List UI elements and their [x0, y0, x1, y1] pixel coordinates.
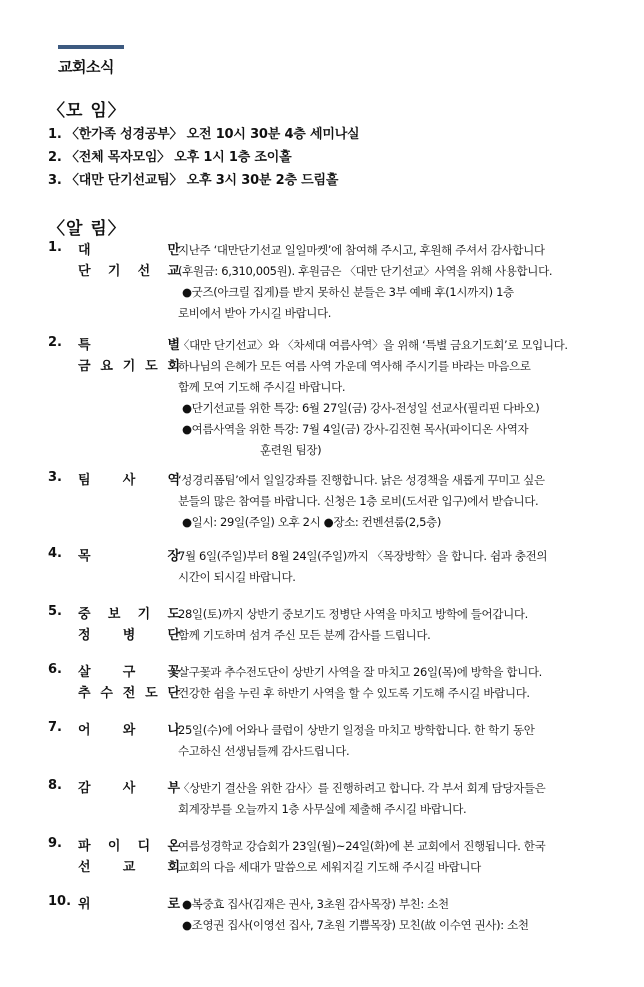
- notice-label-char: 단: [78, 264, 91, 279]
- notice-body: [178, 335, 603, 461]
- notice-label-char: 사: [122, 473, 136, 488]
- notice-label-line: [78, 546, 180, 567]
- notice-label-char: 기: [107, 264, 121, 279]
- notice-line: 〈대만 단기선교〉와 〈차세대 여름사역〉을 위해 ‘특별 금요기도회’로 모입니다.: [178, 338, 568, 352]
- notice-label-char: 회: [167, 860, 180, 875]
- notice-label-char: 선: [78, 860, 91, 875]
- notice-label-char: 이: [107, 839, 121, 854]
- notice-line: 살구꽃과 추수전도단이 상반기 사역을 잘 마치고 26일(목)에 방학을 합니다.: [178, 665, 542, 679]
- header-accent-bar: [58, 45, 124, 49]
- notice-line: 〈상반기 결산을 위한 감사〉를 진행하려고 합니다. 각 부서 회계 담당자들은: [178, 781, 546, 795]
- notice-label-char: 도: [145, 359, 158, 374]
- notice-label-char: 보: [107, 607, 121, 622]
- notice-label-line: [78, 261, 180, 282]
- notice-body: [178, 720, 603, 762]
- notice-line: ●조영권 집사(이영선 집사, 7초원 기쁨목장) 모친(故 이수연 권사): 소천: [182, 918, 529, 932]
- notice-number: 7.: [48, 720, 62, 735]
- notice-line: 함께 기도하며 섬겨 주신 모든 분께 감사를 드립니다.: [178, 628, 431, 642]
- notice-line: 회계장부를 오늘까지 1층 사무실에 제출해 주시길 바랍니다.: [178, 802, 467, 816]
- notice-body: [178, 894, 603, 936]
- notice-label-char: 병: [122, 628, 136, 643]
- notice-label-char: 단: [167, 686, 180, 701]
- notice-line: 지난주 ‘대만단기선교 일일마켓’에 참여해 주시고, 후원해 주셔서 감사합니다: [178, 243, 545, 257]
- notice-line: 수고하신 선생님들께 감사드립니다.: [178, 744, 350, 758]
- notice-label-line: [78, 470, 180, 491]
- notice-label-char: 감: [78, 781, 91, 796]
- notice-label-char: 교: [122, 860, 136, 875]
- notice-label-char: 꽃: [167, 665, 180, 680]
- notice-line: 건강한 쉼을 누린 후 하반기 사역을 할 수 있도록 기도해 주시길 바랍니다.: [178, 686, 530, 700]
- notice-label-line: [78, 662, 180, 683]
- notice-label-char: 만: [167, 243, 180, 258]
- notice-line: ●일시: 29일(주일) 오후 2시 ●장소: 컨벤션룸(2,5층): [182, 515, 442, 529]
- notice-label-char: 특: [78, 338, 91, 353]
- notice-number: 5.: [48, 604, 62, 619]
- notice-label-char: 단: [167, 628, 180, 643]
- meeting-item: 2. 〈전체 목자모임〉 오후 1시 1층 조이홀: [48, 150, 292, 165]
- notice-line: 여름성경학교 강습회가 23일(월)~24일(화)에 본 교회에서 진행됩니다. 한국: [178, 839, 546, 853]
- notice-line: 시간이 되시길 바랍니다.: [178, 570, 296, 584]
- notice-label-line: [78, 720, 180, 741]
- notice-label-char: 어: [78, 723, 91, 738]
- notice-line: 로비에서 받아 가시길 바랍니다.: [178, 306, 332, 320]
- notice-line: ●단기선교를 위한 특강: 6월 27일(금) 강사-전성일 선교사(필리핀 다바오): [182, 401, 540, 415]
- notice-line: 분들의 많은 참여를 바랍니다. 신청은 1층 로비(도서관 입구)에서 받습니다.: [178, 494, 539, 508]
- notice-number: 8.: [48, 778, 62, 793]
- notice-label-char: 나: [167, 723, 180, 738]
- notice-label: [78, 836, 180, 878]
- notice-label-char: 도: [145, 686, 158, 701]
- notice-label-char: 회: [167, 359, 180, 374]
- notice-label-char: 금: [78, 359, 91, 374]
- notice-label-char: 도: [167, 607, 180, 622]
- notice-label-char: 장: [167, 549, 180, 564]
- meeting-item: 3. 〈대만 단기선교팀〉 오후 3시 30분 2층 드림홀: [48, 173, 339, 188]
- notice-label-char: 로: [167, 897, 180, 912]
- notice-number: 2.: [48, 335, 62, 350]
- notice-label: [78, 335, 180, 377]
- notice-label-line: [78, 894, 180, 915]
- notice-label: [78, 778, 180, 799]
- notice-number: 1.: [48, 240, 62, 255]
- notice-label-char: 팀: [78, 473, 91, 488]
- notice-number: 4.: [48, 546, 62, 561]
- notices-section-title: 〈알 림〉: [48, 219, 126, 239]
- notice-label-line: [78, 356, 180, 377]
- notice-label-char: 구: [122, 665, 136, 680]
- notice-label-char: 전: [122, 686, 136, 701]
- notice-label-char: 요: [100, 359, 113, 374]
- notice-body: [178, 778, 603, 820]
- notice-label: [78, 240, 180, 282]
- notice-label-char: 살: [78, 665, 91, 680]
- notice-label: [78, 546, 180, 567]
- notice-label-line: [78, 335, 180, 356]
- notice-label-char: 위: [78, 897, 91, 912]
- notice-number: 3.: [48, 470, 62, 485]
- notice-label-line: [78, 857, 180, 878]
- notice-line: ‘성경리폼팀’에서 일일강좌를 진행합니다. 낡은 성경책을 새롭게 꾸미고 싶은: [178, 473, 545, 487]
- notice-number: 10.: [48, 894, 72, 909]
- notice-line: 하나님의 은혜가 모든 여름 사역 가운데 역사해 주시기를 바라는 마음으로: [178, 359, 531, 373]
- notice-label-char: 수: [100, 686, 113, 701]
- notice-line: 25일(수)에 어와나 클럽이 상반기 일정을 마치고 방학합니다. 한 학기 동안: [178, 723, 535, 737]
- notice-number: 9.: [48, 836, 62, 851]
- notice-label: [78, 720, 180, 741]
- notice-body: [178, 604, 603, 646]
- notice-line: ●여름사역을 위한 특강: 7월 4일(금) 강사-김진현 목사(파이디온 사역자: [182, 422, 529, 436]
- notice-label: [78, 894, 180, 915]
- notice-label-char: 디: [137, 839, 151, 854]
- notice-label-line: [78, 683, 180, 704]
- notice-label: [78, 604, 180, 646]
- notice-label-char: 선: [137, 264, 151, 279]
- notice-line: ●복중효 집사(김재은 권사, 3초원 감사목장) 부친: 소천: [182, 897, 449, 911]
- notice-line: (후원금: 6,310,005원). 후원금은 〈대만 단기선교〉사역을 위해 사용합니다.: [178, 264, 553, 278]
- notice-line: 함께 모여 기도해 주시길 바랍니다.: [178, 380, 346, 394]
- notice-label-char: 기: [122, 359, 136, 374]
- notice-body: [178, 240, 603, 324]
- notice-body: [178, 836, 603, 878]
- notice-label-char: 기: [137, 607, 151, 622]
- notice-label-char: 추: [78, 686, 91, 701]
- notice-label-char: 역: [167, 473, 180, 488]
- notice-label-char: 온: [167, 839, 180, 854]
- notice-line: 28일(토)까지 상반기 중보기도 정병단 사역을 마치고 방학에 들어갑니다.: [178, 607, 528, 621]
- notice-label-line: [78, 836, 180, 857]
- notice-label-line: [78, 604, 180, 625]
- notice-label-line: [78, 778, 180, 799]
- notice-label-char: 파: [78, 839, 91, 854]
- notice-body: [178, 546, 603, 588]
- notice-line: ●굿즈(아크릴 집게)를 받지 못하신 분들은 3부 예배 후(1시까지) 1층: [182, 285, 514, 299]
- notice-label-line: [78, 240, 180, 261]
- notice-label-char: 와: [122, 723, 136, 738]
- meetings-section-title: 〈모 임〉: [48, 101, 126, 121]
- notice-label: [78, 662, 180, 704]
- notice-label-char: 목: [78, 549, 91, 564]
- notice-line: 교회의 다음 세대가 말씀으로 세워지길 기도해 주시길 바랍니다: [178, 860, 481, 874]
- notice-label-line: [78, 625, 180, 646]
- notice-line: 훈련원 팀장): [260, 443, 322, 457]
- page-title: 교회소식: [58, 58, 114, 76]
- notice-label-char: 부: [167, 781, 180, 796]
- notice-label-char: 교: [167, 264, 180, 279]
- notice-label: [78, 470, 180, 491]
- meeting-item: 1. 〈한가족 성경공부〉 오전 10시 30분 4층 세미나실: [48, 127, 360, 142]
- notice-number: 6.: [48, 662, 62, 677]
- notice-label-char: 중: [78, 607, 91, 622]
- notice-label-char: 대: [78, 243, 91, 258]
- notice-body: [178, 470, 603, 533]
- notice-label-char: 정: [78, 628, 91, 643]
- notice-body: [178, 662, 603, 704]
- notice-label-char: 사: [122, 781, 136, 796]
- notice-label-char: 별: [167, 338, 180, 353]
- notice-line: 7월 6일(주일)부터 8월 24일(주일)까지 〈목장방학〉을 합니다. 쉼과 충전의: [178, 549, 548, 563]
